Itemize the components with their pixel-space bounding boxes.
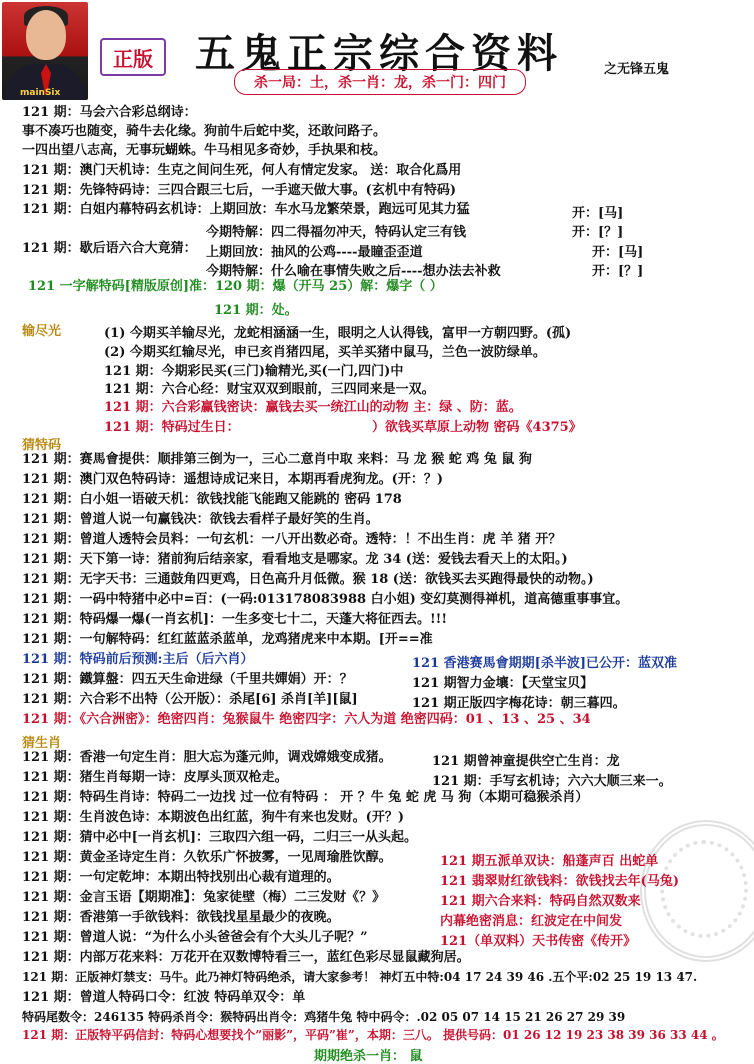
line: 121 期正版四字梅花诗：朝三暮四。 — [412, 696, 626, 711]
photo-watermark: mainSix — [20, 88, 61, 98]
page-subtitle: 之无锋五鬼 — [604, 62, 670, 77]
genuine-badge: 正版 — [100, 38, 166, 76]
line: 今期特解：四二得福勿冲天，特码认定三有钱 — [206, 225, 467, 240]
line: 121 期：曾道人特码口令：红波 特码单双令：单 — [22, 990, 306, 1005]
line: 121 期：曾道人透特会员料：一句玄机：一八开出数必奇。透特：！不出生肖：虎 羊 猪 开？ — [22, 532, 562, 547]
line: 121 期：六合彩不出特（公开版）：杀尾[6] 杀肖[羊][鼠] — [22, 692, 358, 707]
line: 121 期：金言玉语【期期准】：兔家徒壁（梅）二三发财《？》 — [22, 890, 386, 905]
section-heading: 猜生肖 — [22, 736, 62, 751]
line: 内幕绝密消息：红波定在中间发 — [440, 914, 623, 929]
line: 121 期：白小姐一语破天机：欲钱找能飞能跑又能跳的 密码 178 — [22, 492, 402, 507]
line: 121 期：正版特平码信封：特码心想要找个”丽影”，平码”崔”，本期：三八。 提供号码：01 26 12 19 23 38 39 36 33 44 。 — [22, 1028, 724, 1042]
line: 特码尾数令：246135 特码杀肖令：猴特码出肖令：鸡猪牛兔 特中码令：.02 05 07 14 15 21 26 27 29 39 — [22, 1010, 626, 1024]
section-heading: 输尽光 — [22, 324, 62, 339]
line: 121 期：处。 — [214, 303, 298, 318]
line: 121 期：猜中必中[一肖玄机]：三取四六组一码，二归三一从头起。 — [22, 830, 417, 845]
photo-face — [26, 10, 66, 60]
line: 121 期：生肖波色诗：本期波色出红蓝，狗牛有来也发财。(开？) — [22, 810, 404, 825]
line: 121 期：手写玄机诗；六六大顺三来一。 — [432, 774, 672, 789]
line: 121 期五派单双诀：船蓬声百 出蛇单 — [440, 854, 659, 869]
line: 121 期：六合心经：财宝双双到眼前，三四同来是一双。 — [104, 382, 435, 397]
footer-kill-zodiac: 期期绝杀一肖： 鼠 — [314, 1049, 423, 1064]
line: 121 期：特码过生日： — [104, 420, 240, 435]
line: 121 期：鐵算盤：四五天生命进绿（千里共嬋娟）开：？ — [22, 672, 353, 687]
line: 121 期：赛馬會提供：顺排第三倒为一，三心二意肖中取 来料：马 龙 猴 蛇 鸡 兔 鼠 狗 — [22, 452, 532, 467]
line: 121 期：白姐内幕特码玄机诗：上期回放：车水马龙繁荣景，跑远可见其力猛 — [22, 202, 470, 217]
line: 121 期：香港第一手欲钱料：欲钱找星星最少的夜晚。 — [22, 910, 340, 925]
line: 121 期：正版神灯禁支：马牛。此乃神灯特码绝杀，请大家参考！ 神灯五中特:04 17 24 39 46 .五个平:02 25 19 13 47. — [22, 970, 698, 984]
line: 121 期：澳门双色特码诗：遥想诗成记来日，本期再看虎狗龙。(开：？) — [22, 472, 443, 487]
line: 121 期：特码生肖诗：特码二一边找 过一位有特码 ： 开 ？牛 兔 蛇 虎 马 狗（本期可稳猴杀肖） — [22, 790, 589, 805]
line: 一四出望八志高，无事玩蝴蛛。牛马相见多奇妙，手执果和枝。 — [22, 143, 387, 158]
line: 今期特解：什么喻在事情失败之后----想办法去补救 — [206, 264, 501, 279]
line: 121 期：曾道人说一句赢钱决：欲钱去看样子最好笑的生肖。 — [22, 512, 379, 527]
line: 121 香港赛馬會期期[杀半波]已公开：蓝双准 — [412, 656, 677, 671]
line: 121 期：先锋特码诗：三四合跟三七后，一手遮天做大事。(玄机中有特码) — [22, 183, 456, 198]
line: 121 期：黄金圣诗定生肖：久钦乐广怀披雾，一见周瑜胜饮醇。 — [22, 850, 392, 865]
line: 121 期：歇后语六合大竟猜： — [22, 241, 197, 256]
line: 121 期：曾道人说：“为什么小头爸爸会有个大头儿子呢？” — [22, 930, 368, 945]
open-result: 开：[？] — [572, 225, 624, 240]
line: 121 期：天下第一诗：猪前狗后结亲家，看看地支是哪家。龙 34 (送：爱钱去看天上的太阳。) — [22, 552, 568, 567]
line: 121 期：六合彩赢钱密诀：赢钱去买一统江山的动物 主：绿 、防：蓝。 — [104, 400, 522, 415]
line: 121 期：今期彩民买(三门)输精光,买(一门,四门)中 — [104, 364, 404, 379]
line: 121 期：猪生肖每期一诗：皮厚头顶双枪走。 — [22, 770, 288, 785]
line: 121 期六合来料：特码自然双数来 — [440, 894, 641, 909]
line: 121 翡翠财红欲钱料：欲钱找去年(马兔) — [440, 874, 679, 889]
page-title: 五鬼正宗综合资料 — [195, 30, 563, 77]
line: (1) 今期买羊输尽光，龙蛇相涵涵一生，眼明之人认得钱，富甲一方朝四野。(孤) — [104, 326, 572, 341]
line: 事不凑巧也随变，骑牛去化缘。狗前牛后蛇中奖，还敢问路子。 — [22, 124, 387, 139]
line: 121（单双料）天书传密《传开》 — [440, 934, 637, 949]
open-result: 开：[马] — [572, 206, 624, 221]
line: 121 期智力金壤：【天堂宝贝】 — [412, 676, 594, 691]
open-result: 开：[？] — [592, 264, 644, 279]
line: 121 一字解特码[精版原创]准：120 期：爆（开马 25）解：爆字（ ） — [28, 279, 443, 294]
line: 121 期曾神童提供空亡生肖：龙 — [432, 754, 620, 769]
line: 121 期：香港一句定生肖：胆大忘为蓬元帅，调戏嫦娥变成猪。 — [22, 750, 392, 765]
line: 121 期：一码中特猪中必中=百：(一码:013178083988 白小姐) 变幻莫测得禅机，道高德重事事宜。 — [22, 592, 629, 607]
author-photo — [2, 2, 88, 100]
kill-summary-box: 杀一局：土，杀一肖：龙，杀一门：四门 — [234, 69, 526, 95]
line: 121 期：一句定乾坤：本期出特找别出心裁有道理的。 — [22, 870, 340, 885]
line: 121 期：一句解特码：红红蓝蓝杀蓝单，龙鸡猪虎来中本期。[开==准 — [22, 632, 433, 647]
line: (2) 今期买红输尽光，申已亥肖猪四尾，买羊买猪中鼠马，兰色一波防绿单。 — [104, 345, 546, 360]
line: 121 期：无字天书：三通鼓角四更鸡，日色高升月低微。猴 18 (送：欲钱买去买跑得最快的动物。) — [22, 572, 594, 587]
line: ）欲钱买草原上动物 密码《4375》 — [372, 420, 582, 435]
dragon-emblem-inner — [660, 840, 748, 938]
line: 121 期：澳门天机诗：生克之间问生死，何人有情定发家。 送：取合化爲用 — [22, 163, 462, 178]
line: 121 期：内部万花来料：万花开在双数博特看三一，蓝红色彩尽显鼠藏狗居。 — [22, 950, 470, 965]
line: 121 期：《六合洲密》：绝密四肖：兔猴鼠牛 绝密四字：六人为道 绝密四码：01 、13 、25 、34 — [22, 712, 591, 727]
section-heading: 猜特码 — [22, 438, 62, 453]
line: 121 期：特码爆一爆(一肖玄机]：一生多变七十二，天蓬大将征西去。!!! — [22, 612, 448, 627]
line: 上期回放：抽风的公鸡----最瞳歪歪道 — [206, 245, 423, 260]
open-result: 开：[马] — [592, 245, 644, 260]
line: 121 期：马会六合彩总纲诗： — [22, 105, 197, 120]
line: 121 期：特码前后预测:主后（后六肖） — [22, 652, 254, 667]
